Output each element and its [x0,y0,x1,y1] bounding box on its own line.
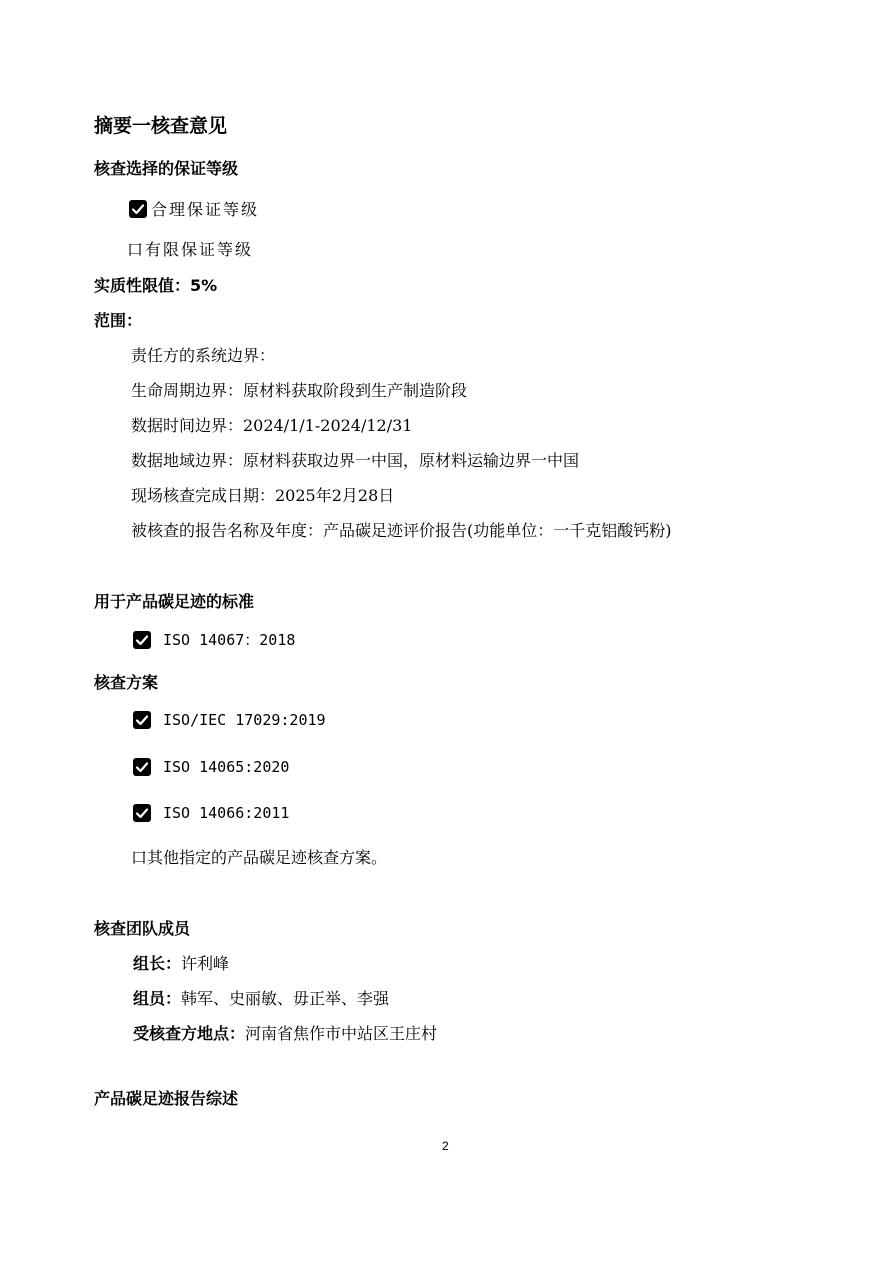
checkbox-checked-icon[interactable] [129,200,147,218]
scheme-label: ISO 14066:2011 [163,804,290,822]
team-members-label: 组员： [133,989,182,1008]
scheme-heading: 核查方案 [94,673,159,692]
team-leader [133,951,229,974]
standard-option[interactable] [133,629,295,650]
standard-label: ISO 14067：2018 [163,631,296,649]
checkbox-checked-icon[interactable] [133,711,151,729]
verified-site-label: 受核查方地点： [133,1024,246,1043]
limited-assurance-option[interactable]: 口有限保证等级 [127,240,254,259]
reasonable-assurance-label: 合理保证等级 [151,200,260,219]
scheme-option[interactable] [133,711,326,729]
scope-line: 数据地域边界：原材料获取边界一中国，原材料运输边界一中国 [131,451,580,470]
scheme-label: ISO/IEC 17029:2019 [163,711,326,729]
team-heading: 核查团队成员 [94,919,191,938]
scheme-option[interactable] [133,758,289,776]
reasonable-assurance-option[interactable] [129,197,259,220]
scheme-label: ISO 14065:2020 [163,758,290,776]
checkbox-checked-icon[interactable] [133,804,151,822]
standard-heading: 用于产品碳足迹的标准 [94,592,255,611]
assurance-heading: 核查选择的保证等级 [94,159,239,178]
scope-line: 责任方的系统边界： [131,346,276,365]
scheme-other-option[interactable]: 口其他指定的产品碳足迹核查方案。 [131,848,388,867]
checkbox-checked-icon[interactable] [133,631,151,649]
team-members [133,986,389,1009]
page-number: 2 [442,1139,449,1153]
scheme-option[interactable] [133,804,289,822]
scope-line: 生命周期边界：原材料获取阶段到生产制造阶段 [131,381,468,400]
scope-line: 现场核查完成日期：2025年2月28日 [131,486,395,505]
team-members-value: 韩军、史丽敏、毋正举、李强 [181,989,390,1008]
scope-line: 数据时间边界：2024/1/1-2024/12/31 [131,416,413,435]
materiality: 实质性限值：5% [94,276,218,295]
team-leader-value: 许利峰 [181,954,230,973]
verified-site-value: 河南省焦作市中站区王庄村 [245,1024,438,1043]
verified-site [133,1021,437,1044]
report-heading: 产品碳足迹报告综述 [94,1089,239,1108]
checkbox-checked-icon[interactable] [133,758,151,776]
scope-heading: 范围： [94,311,143,330]
page-title: 摘要一核查意见 [94,115,228,137]
scope-line: 被核查的报告名称及年度：产品碳足迹评价报告(功能单位：一千克铝酸钙粉) [131,521,672,540]
team-leader-label: 组长： [133,954,182,973]
